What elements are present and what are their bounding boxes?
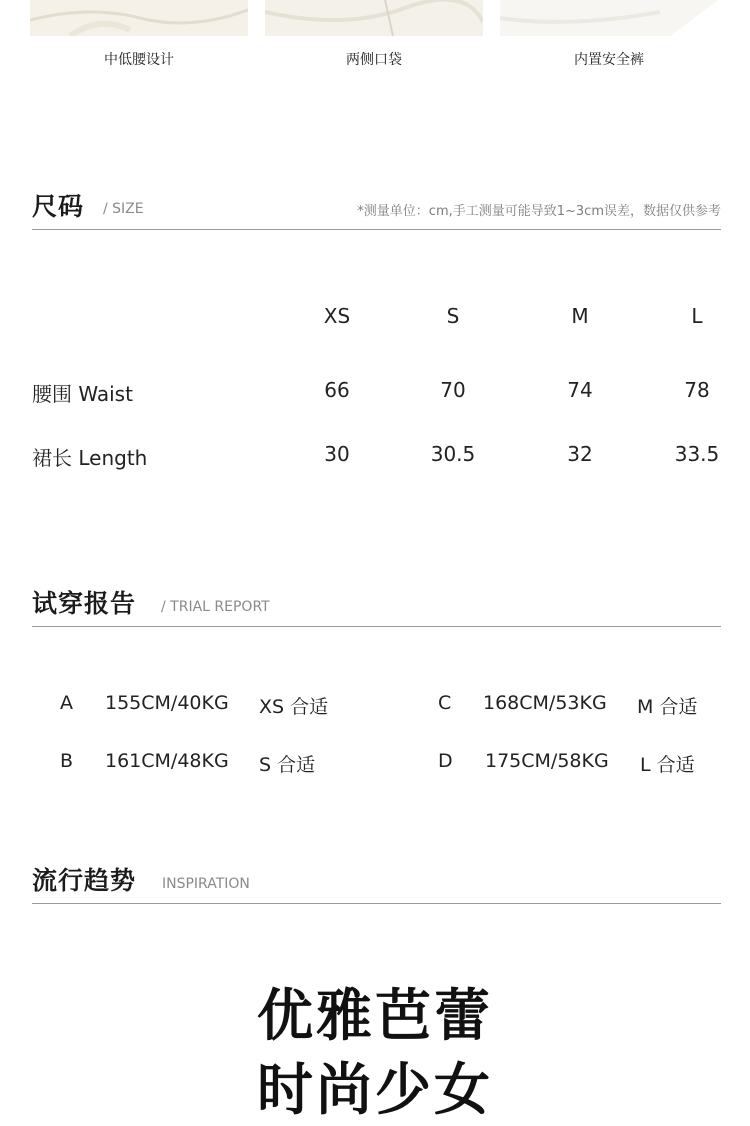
feature-image-side-pockets — [265, 0, 483, 36]
size-header-l: L — [691, 304, 703, 328]
feature-caption: 内置安全裤 — [574, 52, 644, 68]
section-divider — [32, 903, 721, 904]
feature-image-safety-shorts — [500, 0, 718, 36]
table-cell: 66 — [324, 378, 350, 402]
feature-image-low-waist — [30, 0, 248, 36]
table-cell: 30 — [324, 442, 350, 466]
size-section-subtitle: / SIZE — [103, 201, 144, 217]
model-body: 155CM/40KG — [105, 692, 229, 714]
section-divider — [32, 626, 721, 627]
size-section-title: 尺码 — [32, 192, 85, 221]
trial-section-subtitle: / TRIAL REPORT — [161, 599, 270, 615]
row-label: 裙长 Length — [32, 446, 148, 470]
size-header-m: M — [571, 304, 589, 328]
model-body: 175CM/58KG — [485, 750, 609, 772]
size-header-s: S — [446, 304, 460, 328]
section-divider — [32, 229, 721, 230]
headline-line-1: 优雅芭蕾 — [257, 984, 493, 1049]
model-id: A — [60, 692, 73, 714]
model-fit: S 合适 — [259, 754, 316, 776]
model-fit: M 合适 — [637, 696, 698, 718]
table-cell: 70 — [440, 378, 466, 402]
model-fit: L 合适 — [640, 754, 695, 776]
model-id: D — [438, 750, 453, 772]
model-body: 168CM/53KG — [483, 692, 607, 714]
model-fit: XS 合适 — [259, 696, 329, 718]
feature-caption: 中低腰设计 — [104, 52, 174, 68]
trial-section-title: 试穿报告 — [32, 589, 137, 618]
model-id: B — [60, 750, 74, 772]
table-cell: 33.5 — [674, 442, 720, 466]
headline-line-2: 时尚少女 — [257, 1058, 493, 1123]
trend-section-title: 流行趋势 — [32, 866, 137, 895]
model-body: 161CM/48KG — [105, 750, 229, 772]
measurement-note: *测量单位：cm,手工测量可能导致1~3cm误差，数据仅供参考 — [357, 204, 721, 219]
model-id: C — [438, 692, 452, 714]
table-cell: 30.5 — [430, 442, 476, 466]
table-cell: 74 — [567, 378, 593, 402]
row-label: 腰围 Waist — [32, 382, 133, 406]
trend-section-subtitle: INSPIRATION — [162, 876, 250, 892]
size-header-xs: XS — [323, 304, 351, 328]
table-cell: 78 — [684, 378, 710, 402]
table-cell: 32 — [567, 442, 593, 466]
feature-caption: 两侧口袋 — [346, 52, 402, 68]
